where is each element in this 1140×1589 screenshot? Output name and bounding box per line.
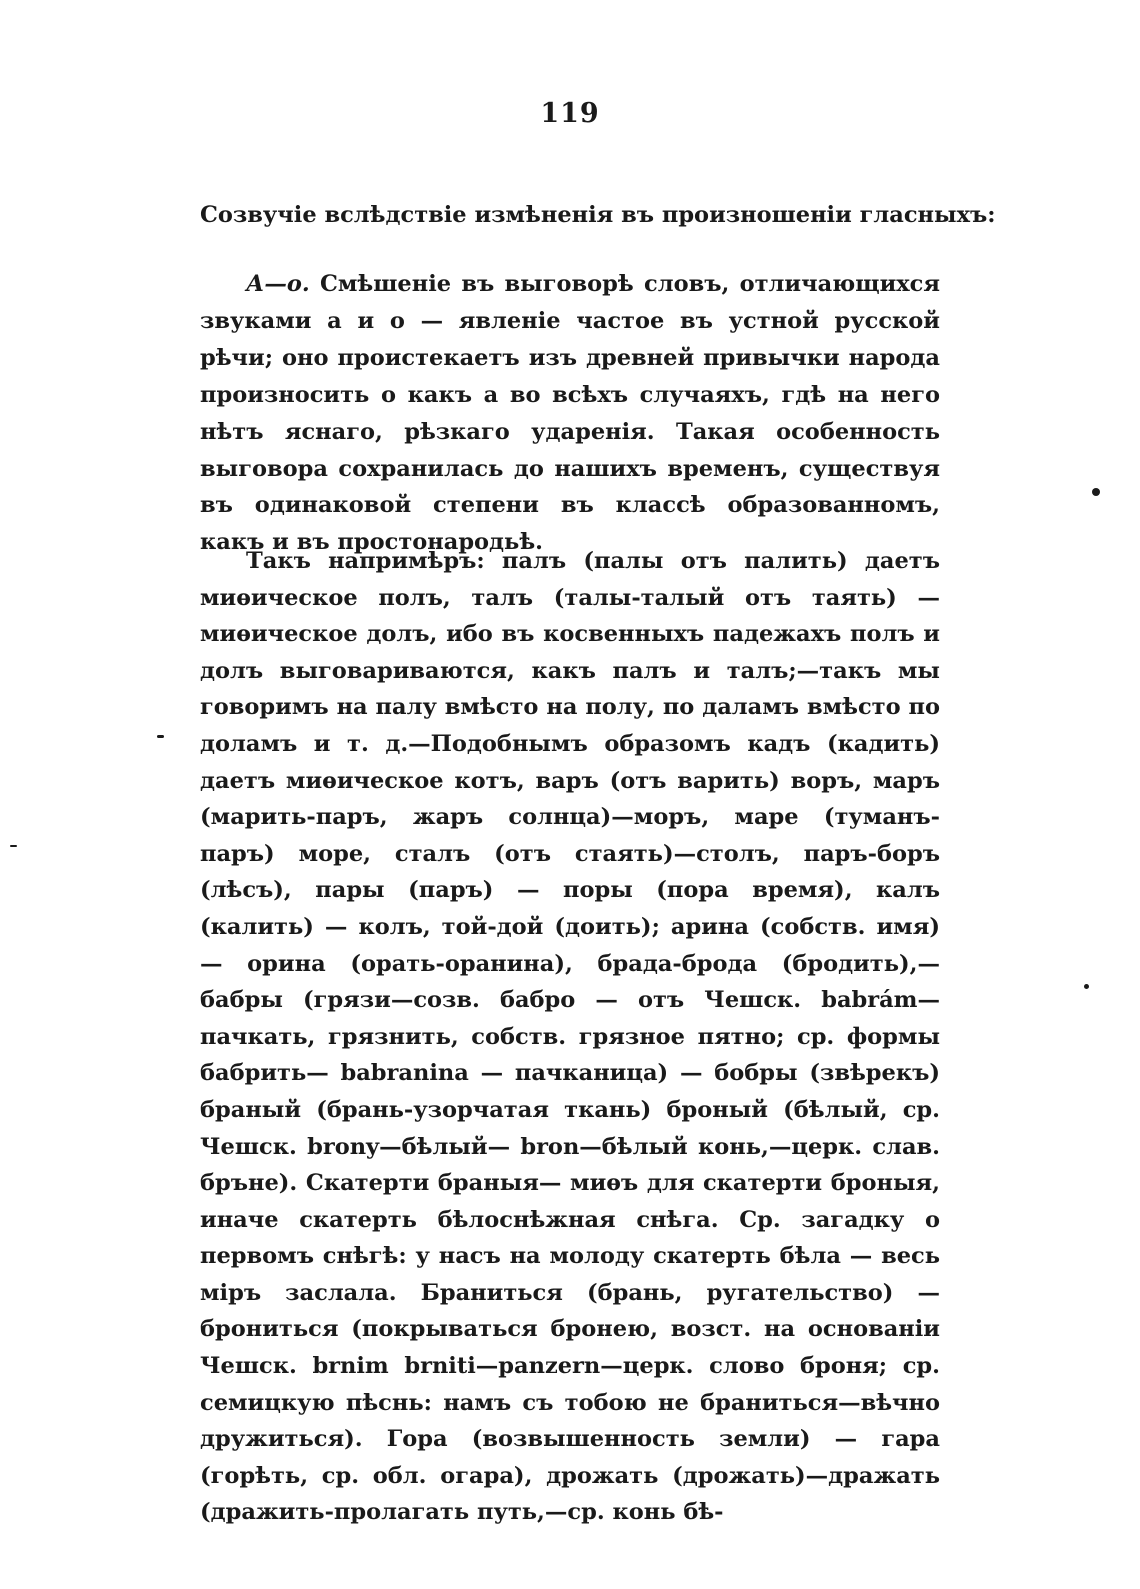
paragraph-body: Такъ напримѣръ: палъ (палы отъ палить) даетъ миѳическое полъ, талъ (талы-талый отъ таять) — миѳическое долъ, ибо въ косвенныхъ падежахъ полъ и долъ выговариваются, какъ палъ и талъ;—такъ мы говоримъ на палу вмѣсто на полу, по даламъ вмѣсто по доламъ и т. д.—Подобнымъ образомъ кадъ (кадить) даетъ миѳическое котъ, варъ (отъ варить) воръ, маръ (марить-паръ, жаръ солнца)—моръ, маре (туманъ-паръ) море, сталъ (отъ стаять)—столъ, паръ-боръ (лѣсъ), пары (паръ) — поры (пора время), калъ (калить) — колъ, той-дой (доить); арина (собств. имя) — орина (орать-оранина), брада-брода (бродить),—бабры (грязи—созв. бабро — отъ Чешск. babrám— пачкать, грязнить, собств. грязное пятно; ср. формы бабрить— babranina — пачканица) — бобры (звѣрекъ) браный (брань-узорчатая ткань) броный (бѣлый, ср. Чешск. brony—бѣлый— bron—бѣлый конь,—церк. слав. бръне). Скатерти браныя— миѳъ для скатерти броныя, иначе скатерть бѣлоснѣжная снѣга. Ср. загадку о первомъ снѣгѣ: у насъ на молоду скатерть бѣла — весь міръ заслала. Браниться (брань, ругательство) — брониться (покрываться бронею, возст. на основаніи Чешск. brnim brniti—panzern—церк. слово броня; ср. семицкую пѣснь: намъ съ тобою не браниться—вѣчно дружиться). Гора (возвышенность земли) — гара (горѣть, ср. обл. огара), дрожать (дрожать)—дражать (дражить-пролагать путь,—ср. конь бѣ-: [200, 548, 940, 1526]
ink-speck: [157, 735, 164, 738]
ink-speck: [1084, 984, 1089, 989]
paragraph-examples: [200, 543, 940, 1531]
ink-speck: [10, 845, 17, 847]
paragraph-lead: А—о.: [246, 271, 310, 297]
section-heading: Созвучіе вслѣдствіе измѣненія въ произношеніи гласныхъ:: [200, 202, 996, 228]
ink-speck: [1092, 488, 1100, 496]
paragraph-vowel-mixing: [200, 266, 940, 561]
page-number: 119: [540, 98, 600, 129]
paragraph-body: Смѣшеніе въ выговорѣ словъ, отличающихся звуками а и о — явленіе частое въ устной русской рѣчи; оно проистекаетъ изъ древней привычки народа произносить о какъ а во всѣхъ случаяхъ, гдѣ на него нѣтъ яснаго, рѣзкаго ударенія. Такая особенность выговора сохранилась до нашихъ временъ, существуя въ одинаковой степени въ классѣ образованномъ, какъ и въ простонародьѣ.: [200, 271, 940, 556]
